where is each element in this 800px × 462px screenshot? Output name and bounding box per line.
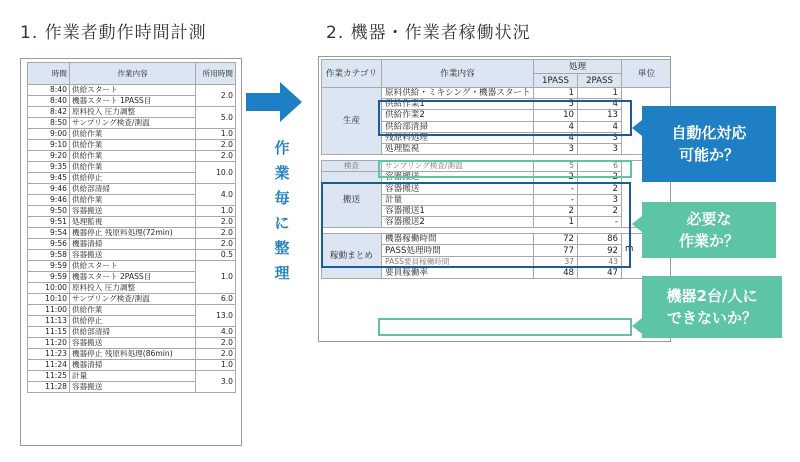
pass2-cell: - xyxy=(578,217,622,228)
pass1-cell: 1 xyxy=(534,88,578,99)
pass2-cell: 86 xyxy=(578,234,622,245)
left-title: 1. 作業者動作時間計測 xyxy=(20,23,207,43)
work-cell: 容器搬送 xyxy=(70,382,196,393)
time-cell: 9:50 xyxy=(28,206,70,217)
vertical-char: に xyxy=(274,214,290,232)
time-cell: 11:28 xyxy=(28,382,70,393)
time-cell: 9:51 xyxy=(28,217,70,228)
work-cell: 残原料処理 xyxy=(382,132,534,143)
duration-cell: 2.0 xyxy=(196,85,236,107)
duration-cell: 2.0 xyxy=(196,228,236,239)
duration-cell: 13.0 xyxy=(196,305,236,327)
duration-cell: 2.0 xyxy=(196,217,236,228)
callout-two-machines xyxy=(642,276,782,338)
table-row xyxy=(28,305,236,316)
table-row xyxy=(28,360,236,371)
work-cell: 供給作業1 xyxy=(382,99,534,110)
category-summary: 稼動まとめ xyxy=(322,234,382,279)
work-cell: 供給作業 xyxy=(70,305,196,316)
duration-cell: 1.0 xyxy=(196,360,236,371)
time-measurement-table xyxy=(27,62,236,393)
time-cell: 11:00 xyxy=(28,305,70,316)
category-production: 生産 xyxy=(322,88,382,155)
pass2-cell: 2 xyxy=(578,183,622,194)
time-cell: 9:46 xyxy=(28,184,70,195)
work-cell: 計量 xyxy=(70,371,196,382)
work-cell: 供給作業 xyxy=(70,151,196,162)
duration-cell: 1.0 xyxy=(196,261,236,294)
pass1-cell: 5 xyxy=(534,161,578,172)
callout-two-machines-text: 機器2台/人に できないか？ xyxy=(666,287,758,327)
table-row xyxy=(28,349,236,360)
work-cell: サンプリング検査/測温 xyxy=(382,161,534,172)
time-cell: 11:23 xyxy=(28,349,70,360)
table-row xyxy=(28,206,236,217)
duration-cell: 6.0 xyxy=(196,294,236,305)
duration-cell: 2.0 xyxy=(196,338,236,349)
table-row xyxy=(28,129,236,140)
table-row xyxy=(28,184,236,195)
table-row xyxy=(28,140,236,151)
pass2-cell: 6 xyxy=(578,161,622,172)
duration-cell: 0.5 xyxy=(196,250,236,261)
work-cell: 供給作業 xyxy=(70,195,196,206)
work-cell: 機器停止 残原料処理(86min) xyxy=(70,349,196,360)
duration-cell: 1.0 xyxy=(196,129,236,140)
work-cell: 処理監視 xyxy=(70,217,196,228)
table-row xyxy=(28,327,236,338)
pass2-cell: 4 xyxy=(578,99,622,110)
table-row xyxy=(28,239,236,250)
table-row xyxy=(322,161,672,172)
table-row xyxy=(322,88,672,99)
table-row xyxy=(322,172,672,183)
work-cell: 供給部清掃 xyxy=(70,327,196,338)
pass2-cell: 1 xyxy=(578,88,622,99)
work-cell: 容器搬送2 xyxy=(382,217,534,228)
time-measurement-panel xyxy=(20,58,242,446)
organize-by-task-label xyxy=(272,136,292,286)
work-cell: 機器稼働時間 xyxy=(382,234,534,245)
work-cell: 機器清掃 xyxy=(70,239,196,250)
work-cell: 容器搬送 xyxy=(382,172,534,183)
pass1-cell: 77 xyxy=(534,245,578,256)
time-cell: 9:54 xyxy=(28,228,70,239)
table-row xyxy=(28,217,236,228)
vertical-char: 作 xyxy=(274,139,290,157)
work-cell: サンプリング検査/測温 xyxy=(70,118,196,129)
unit-cell: m xyxy=(622,234,671,279)
right-title: 2. 機器・作業者稼働状況 xyxy=(326,23,531,43)
duration-cell: 5.0 xyxy=(196,107,236,129)
duration-cell: 4.0 xyxy=(196,184,236,206)
time-cell: 10:00 xyxy=(28,283,70,294)
work-cell: PASS処理時間 xyxy=(382,245,534,256)
table-row xyxy=(28,250,236,261)
pass2-cell: 2 xyxy=(578,172,622,183)
duration-cell: 4.0 xyxy=(196,327,236,338)
pass2-cell: 3 xyxy=(578,143,622,154)
work-cell: 容器搬送1 xyxy=(382,205,534,216)
work-cell: 供給スタート xyxy=(70,261,196,272)
time-cell: 9:45 xyxy=(28,173,70,184)
work-cell: 原料投入 圧力調整 xyxy=(70,107,196,118)
time-cell: 11:13 xyxy=(28,316,70,327)
work-cell: 供給作業 xyxy=(70,162,196,173)
work-cell: 供給作業 xyxy=(70,129,196,140)
time-cell: 10:10 xyxy=(28,294,70,305)
work-cell: 容器搬送 xyxy=(382,183,534,194)
category-transport: 搬送 xyxy=(322,172,382,228)
work-cell: 供給作業2 xyxy=(382,110,534,121)
time-cell: 9:58 xyxy=(28,250,70,261)
table-row xyxy=(28,151,236,162)
work-cell: 機器清掃 xyxy=(70,360,196,371)
work-cell: 機器スタート 1PASS目 xyxy=(70,96,196,107)
work-cell: サンプリング検査/測温 xyxy=(70,294,196,305)
pass1-cell: 3 xyxy=(534,143,578,154)
pass1-cell: 4 xyxy=(534,132,578,143)
time-cell: 11:24 xyxy=(28,360,70,371)
table-row xyxy=(28,294,236,305)
work-cell: 供給部清掃 xyxy=(382,121,534,132)
pass2-cell: 4 xyxy=(578,121,622,132)
callout-pointer xyxy=(632,318,642,334)
work-cell: 容器搬送 xyxy=(70,338,196,349)
pass1-cell: - xyxy=(534,183,578,194)
work-cell: 原料投入 圧力調整 xyxy=(70,283,196,294)
table-row xyxy=(28,162,236,173)
time-cell: 9:59 xyxy=(28,272,70,283)
duration-cell: 2.0 xyxy=(196,239,236,250)
time-cell: 8:42 xyxy=(28,107,70,118)
time-cell: 9:56 xyxy=(28,239,70,250)
time-cell: 8:40 xyxy=(28,96,70,107)
pass1-cell: 1 xyxy=(534,217,578,228)
vertical-char: 整 xyxy=(274,239,290,257)
duration-cell: 1.0 xyxy=(196,206,236,217)
time-cell: 9:46 xyxy=(28,195,70,206)
header-work: 作業内容 xyxy=(382,60,534,88)
pass1-cell: 72 xyxy=(534,234,578,245)
time-cell: 11:20 xyxy=(28,338,70,349)
work-cell: 要員稼働率 xyxy=(382,267,534,278)
time-cell: 9:10 xyxy=(28,140,70,151)
callout-necessary xyxy=(642,202,776,258)
pass2-cell: 13 xyxy=(578,110,622,121)
header-work: 作業内容 xyxy=(70,63,196,85)
work-cell: 機器スタート 2PASS目 xyxy=(70,272,196,283)
pass1-cell: 2 xyxy=(534,205,578,216)
time-cell: 8:40 xyxy=(28,85,70,96)
header-time: 時間 xyxy=(28,63,70,85)
pass1-cell: - xyxy=(534,194,578,205)
callout-necessary-text: 必要な 作業か？ xyxy=(678,210,739,250)
time-cell: 9:20 xyxy=(28,151,70,162)
pass2-cell: 47 xyxy=(578,267,622,278)
callout-automation xyxy=(642,106,776,182)
pass1-cell: 37 xyxy=(534,256,578,267)
time-cell: 8:50 xyxy=(28,118,70,129)
duration-cell: 2.0 xyxy=(196,151,236,162)
work-cell: 計量 xyxy=(382,194,534,205)
pass2-cell: 2 xyxy=(578,205,622,216)
pass1-cell: 4 xyxy=(534,121,578,132)
pass1-cell: 2 xyxy=(534,172,578,183)
pass1-cell: 5 xyxy=(534,99,578,110)
work-cell: PASS要員稼働時間 xyxy=(382,256,534,267)
work-cell: 容器搬送 xyxy=(70,206,196,217)
time-cell: 9:00 xyxy=(28,129,70,140)
duration-cell: 10.0 xyxy=(196,162,236,184)
duration-cell: 3.0 xyxy=(196,371,236,393)
header-1pass: 1PASS xyxy=(534,74,578,88)
pass2-cell: 3 xyxy=(578,194,622,205)
pass2-cell: 92 xyxy=(578,245,622,256)
callout-pointer xyxy=(632,120,642,136)
duration-cell: 2.0 xyxy=(196,140,236,151)
work-cell: 容器搬送 xyxy=(70,250,196,261)
duration-cell: 2.0 xyxy=(196,349,236,360)
table-row xyxy=(322,234,672,245)
header-process: 処理 xyxy=(534,60,622,74)
work-cell: 処理監視 xyxy=(382,143,534,154)
operating-status-table xyxy=(321,59,671,279)
time-cell: 11:25 xyxy=(28,371,70,382)
work-cell: 供給停止 xyxy=(70,316,196,327)
header-duration: 所用時間 xyxy=(196,63,236,85)
work-cell: 機器停止 残原料処理(72min) xyxy=(70,228,196,239)
table-row xyxy=(28,85,236,96)
callout-automation-text: 自動化対応 可能か？ xyxy=(671,124,747,164)
work-cell: 供給部清掃 xyxy=(70,184,196,195)
time-cell: 11:15 xyxy=(28,327,70,338)
table-row xyxy=(28,107,236,118)
table-row xyxy=(28,338,236,349)
time-cell: 9:59 xyxy=(28,261,70,272)
vertical-char: 毎 xyxy=(274,189,290,207)
category-inspection-clipped: 検査 xyxy=(322,161,382,172)
pass1-cell: 10 xyxy=(534,110,578,121)
time-cell: 9:35 xyxy=(28,162,70,173)
callout-pointer xyxy=(632,216,642,232)
header-2pass: 2PASS xyxy=(578,74,622,88)
table-row xyxy=(28,261,236,272)
table-row xyxy=(28,228,236,239)
work-cell: 供給停止 xyxy=(70,173,196,184)
header-unit: 単位 xyxy=(622,60,671,88)
work-cell: 供給作業 xyxy=(70,140,196,151)
operating-status-panel xyxy=(318,56,671,342)
vertical-char: 理 xyxy=(274,264,290,282)
pass1-cell: 48 xyxy=(534,267,578,278)
header-category: 作業カテゴリ xyxy=(322,60,382,88)
right-arrow-icon xyxy=(246,82,302,122)
pass2-cell: 43 xyxy=(578,256,622,267)
work-cell: 供給スタート xyxy=(70,85,196,96)
work-cell: 原料供給・ミキシング・機器スタート xyxy=(382,88,534,99)
table-row xyxy=(28,371,236,382)
pass2-cell: 3 xyxy=(578,132,622,143)
vertical-char: 業 xyxy=(274,164,290,182)
